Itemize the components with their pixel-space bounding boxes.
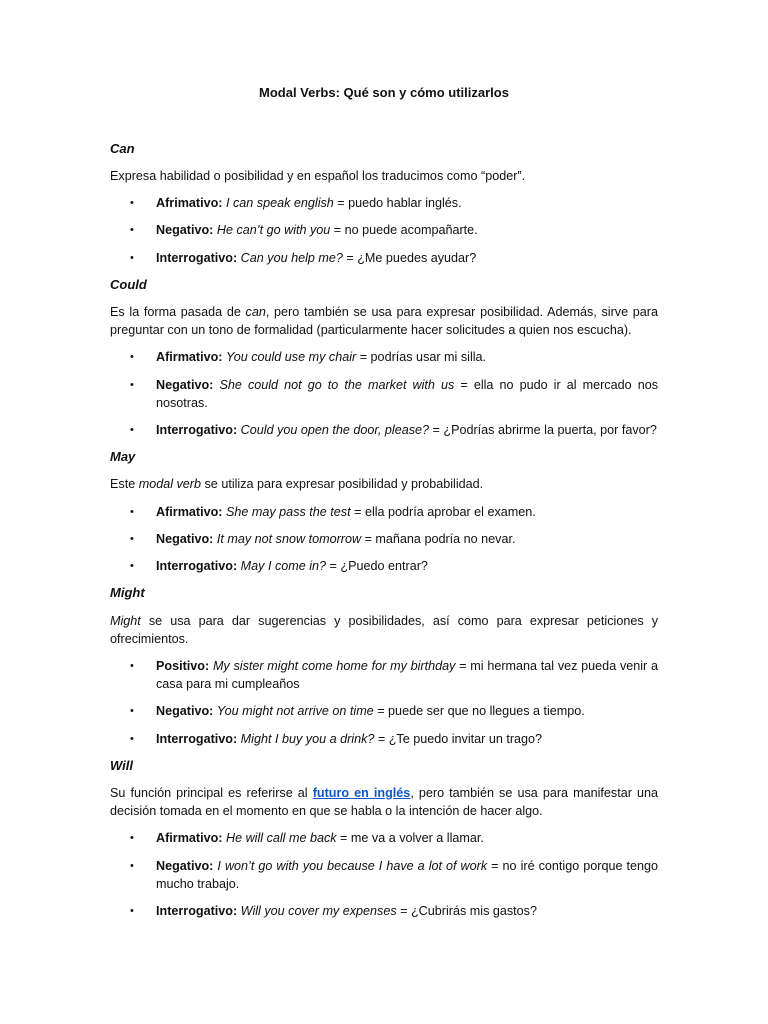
paragraph-text: Su función principal es referirse al [110, 786, 313, 800]
list-item [130, 702, 658, 720]
paragraph-might [110, 612, 658, 648]
bullet-icon: • [130, 733, 134, 745]
bullet-icon: • [130, 560, 134, 572]
item-label: Interrogativo: [156, 423, 238, 437]
item-translation: = no puede acompañarte. [330, 223, 478, 237]
list-item [130, 657, 658, 693]
paragraph-text: , pero también se usa para manifestar una decisión tomada en el momento en que se habla o la intención de hacer algo. [110, 786, 658, 818]
bullet-icon: • [130, 424, 134, 436]
item-example: May I come in? [240, 559, 327, 573]
item-label: Afrimativo: [156, 196, 223, 210]
bullet-icon: • [130, 252, 134, 264]
heading-can: Can [110, 141, 135, 156]
item-example: Might I buy you a drink? [240, 732, 375, 746]
list-item [130, 730, 658, 748]
heading-will: Will [110, 758, 133, 773]
item-label: Afirmativo: [156, 831, 223, 845]
item-translation: = me va a volver a llamar. [336, 831, 484, 845]
paragraph-text: se utiliza para expresar posibilidad y probabilidad. [201, 477, 484, 491]
item-label: Afirmativo: [156, 350, 223, 364]
heading-may: May [110, 449, 136, 464]
bullet-icon: • [130, 905, 134, 917]
item-label: Interrogativo: [156, 904, 238, 918]
item-example: I can speak english [225, 196, 334, 210]
item-example: He can’t go with you [216, 223, 331, 237]
item-translation: = ella podría aprobar el examen. [350, 505, 536, 519]
list-item [130, 249, 658, 267]
item-label: Negativo: [156, 223, 214, 237]
item-translation: = ella no pudo ir al mercado nos nosotras. [156, 378, 659, 410]
item-translation: = mañana podría no nevar. [361, 532, 516, 546]
item-translation: = ¿Te puedo invitar un trago? [374, 732, 543, 746]
item-label: Afirmativo: [156, 505, 223, 519]
paragraph-may [110, 475, 658, 493]
item-label: Interrogativo: [156, 251, 238, 265]
item-example: You might not arrive on time [216, 704, 374, 718]
paragraph-text: Este [110, 477, 139, 491]
futuro-en-ingles-link[interactable]: futuro en inglés [312, 786, 411, 800]
list-item [130, 503, 658, 521]
item-label: Negativo: [156, 704, 214, 718]
list-item [130, 902, 658, 920]
item-example: He will call me back [225, 831, 337, 845]
page-title: Modal Verbs: Qué son y cómo utilizarlos [259, 85, 509, 100]
paragraph-text: se usa para dar sugerencias y posibilidades, así como para expresar peticiones y ofrecimientos. [110, 614, 658, 646]
paragraph-text: Es la forma pasada de [110, 305, 246, 319]
bullet-icon: • [130, 660, 134, 672]
bullet-icon: • [130, 379, 134, 391]
paragraph-can: Expresa habilidad o posibilidad y en español los traducimos como “poder”. [110, 169, 526, 183]
list-item [130, 857, 658, 893]
paragraph-will [110, 784, 658, 820]
item-translation: = mi hermana tal vez pueda venir a casa para mi cumpleaños [156, 659, 658, 691]
item-example: It may not snow tomorrow [216, 532, 362, 546]
list-item [130, 829, 658, 847]
bullet-icon: • [130, 351, 134, 363]
item-example: Will you cover my expenses [240, 904, 397, 918]
item-label: Interrogativo: [156, 559, 238, 573]
item-example: My sister might come home for my birthday [212, 659, 456, 673]
item-example: You could use my chair [225, 350, 357, 364]
paragraph-emphasis: can [245, 305, 266, 319]
bullet-icon: • [130, 860, 134, 872]
list-item [130, 194, 658, 212]
bullet-icon: • [130, 197, 134, 209]
item-translation: = ¿Podrías abrirme la puerta, por favor? [429, 423, 657, 437]
bullet-icon: • [130, 533, 134, 545]
bullet-icon: • [130, 224, 134, 236]
item-translation: = ¿Me puedes ayudar? [342, 251, 477, 265]
bullet-icon: • [130, 705, 134, 717]
heading-could: Could [110, 277, 147, 292]
list-item [130, 221, 658, 239]
paragraph-could [110, 303, 658, 339]
item-translation: = puede ser que no llegues a tiempo. [373, 704, 585, 718]
list-item [130, 348, 658, 366]
list-item [130, 376, 658, 412]
item-example: I won’t go with you because I have a lot of work [217, 859, 488, 873]
heading-might: Might [110, 585, 145, 600]
list-item [130, 421, 658, 439]
item-example: She could not go to the market with us [219, 378, 455, 392]
item-example: Could you open the door, please? [240, 423, 430, 437]
bullet-icon: • [130, 506, 134, 518]
item-label: Positivo: [156, 659, 210, 673]
item-label: Negativo: [156, 532, 214, 546]
item-example: She may pass the test [225, 505, 351, 519]
paragraph-emphasis: modal verb [138, 477, 202, 491]
paragraph-emphasis: Might [110, 614, 141, 628]
item-label: Negativo: [156, 378, 214, 392]
list-item [130, 557, 658, 575]
list-item [130, 530, 658, 548]
item-translation: = no iré contigo porque tengo mucho trabajo. [156, 859, 658, 891]
paragraph-text: , pero también se usa para expresar posibilidad. Además, sirve para preguntar con un tono de formalidad (particularmente hacer solicitudes a quien nos escucha). [110, 305, 658, 337]
item-translation: = podrías usar mi silla. [356, 350, 487, 364]
item-translation: = ¿Cubrirás mis gastos? [396, 904, 537, 918]
bullet-icon: • [130, 832, 134, 844]
item-label: Negativo: [156, 859, 214, 873]
item-label: Interrogativo: [156, 732, 238, 746]
item-example: Can you help me? [240, 251, 343, 265]
item-translation: = puedo hablar inglés. [333, 196, 462, 210]
item-translation: = ¿Puedo entrar? [326, 559, 428, 573]
